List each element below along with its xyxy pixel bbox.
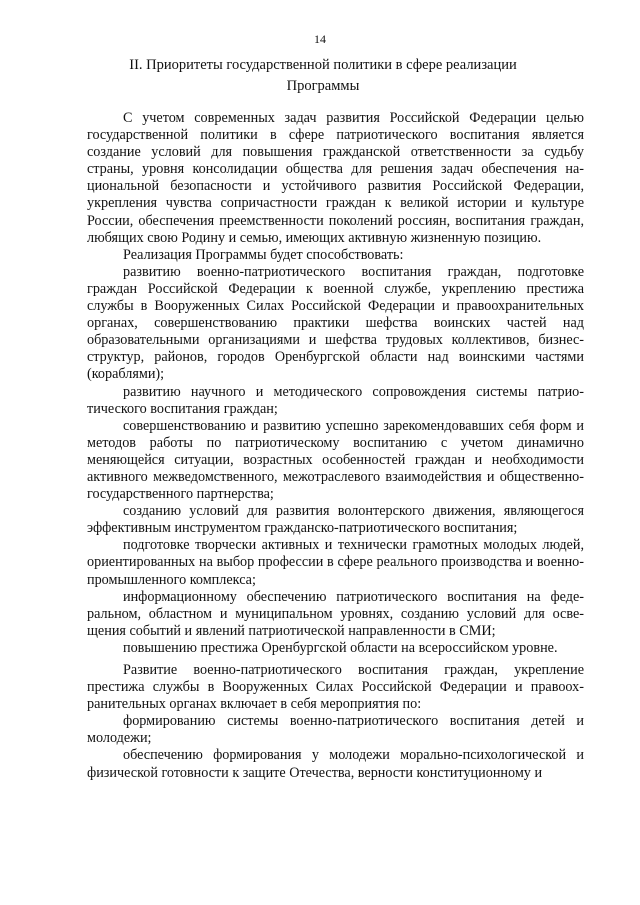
paragraph-item-forms-methods: совершенствованию и развитию успешно зарекомендовавших себя форм и методов работы по патриотическому воспитанию с учетом динамично меняющейся ситуации, возрастных особенностей граждан и необходимости активного межведомственного, межотраслевого взаимодействия и общественно-государственного партнерства; [87,417,584,503]
paragraph-intro: Реализация Программы будет способствовать: [123,246,404,263]
paragraph-item-scientific-support: развитию научного и методического сопровождения системы патриотического воспитания граждан; [87,383,584,417]
paragraph-item-prestige: повышению престижа Оренбургской области на всероссийском уровне. [123,639,558,656]
page-number: 14 [314,32,326,46]
paragraph-item-volunteer: созданию условий для развития волонтерского движения, являющегося эффективным инструментом гражданско-патриотического воспитания; [87,503,584,537]
section-heading [100,55,546,97]
section-heading-line-1: II. Приоритеты государственной политики в сфере реализации [129,57,517,73]
section-heading-line-2: Программы [286,78,360,94]
body-text [87,110,584,782]
paragraph-item-military-patriotic: развитию военно-патриотического воспитания граждан, подготовке граждан Российской Федерации к военной службе, укреплению престижа службы в Вооруженных Силах Российской Федерации и правоохранительных органах, совершенствованию практики шефства воинских частей над образовательными организациями и шефства трудовых коллективов, бизнес-структур, районов, городов Оренбургской области над воинскими частями (кораблями); [87,263,584,383]
paragraph-goal: С учетом современных задач развития Российской Федерации целью государственной политики в сфере патриотического воспитания является создание условий для повышения гражданской ответственности за судьбу страны, уровня консолидации общества для решения задач обеспечения национальной безопасности и устойчивого развития Российской Федерации, укрепления чувства сопричастности граждан к великой истории и культуре России, обеспечения преемственности поколений россиян, воспитания граждан, любящих свою Родину и семью, имеющих активную жизненную позицию. [87,110,584,246]
paragraph-item-readiness: обеспечению формирования у молодежи морально-психологической и физической готовности к защите Отечества, верности конституционному и [87,747,584,781]
paragraph-item-information: информационному обеспечению патриотического воспитания на федеральном, областном и муниципальном уровнях, созданию условий для освещения событий и явлений патриотической направленности в СМИ; [87,588,584,639]
paragraph-item-system: формированию системы военно-патриотического воспитания детей и молодежи; [87,713,584,747]
paragraph-development: Развитие военно-патриотического воспитания граждан, укрепление престижа службы в Вооруженных Силах Российской Федерации и правоохранительных органах включает в себя мероприятия по: [87,662,584,713]
paragraph-item-youth-training: подготовке творчески активных и технически грамотных молодых людей, ориентированных на выбор профессии в сфере реального производства и военно-промышленного комплекса; [87,537,584,588]
